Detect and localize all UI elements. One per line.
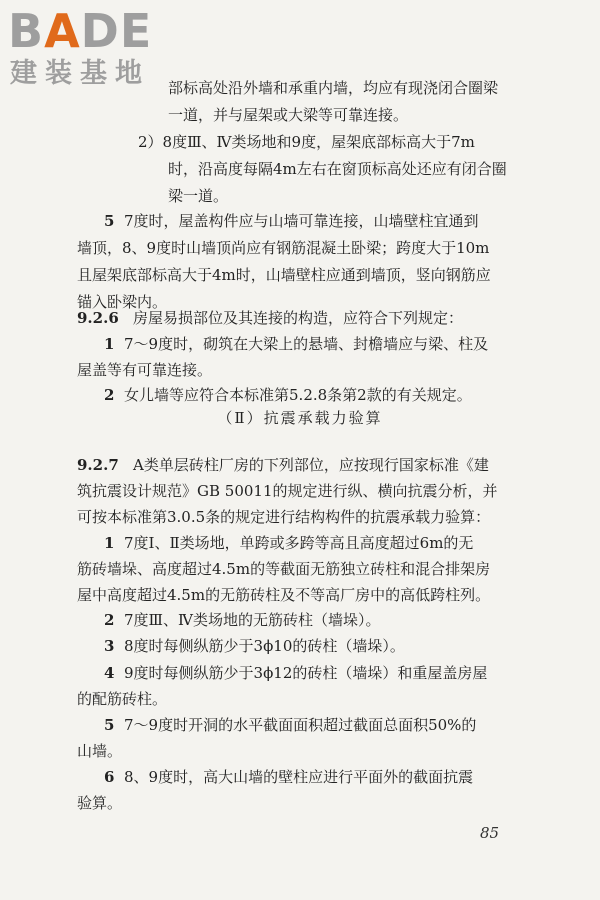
text-line: 7～9度时开洞的水平截面面积超过截面总面积50%的 bbox=[124, 716, 477, 734]
logo-letters-de: DE bbox=[80, 4, 153, 58]
text-line: 墙顶，8、9度时山墙顶尚应有钢筋混凝土卧梁；跨度大于10m bbox=[77, 239, 490, 257]
text-line: 屋中高度超过4.5m的无筋砖柱及不等高厂房中的高低跨柱列。 bbox=[77, 586, 491, 604]
logo-letter-a: A bbox=[44, 4, 81, 58]
item-number: 6 bbox=[104, 768, 115, 786]
item-number: 2 bbox=[104, 386, 115, 404]
item-number: 1 bbox=[104, 335, 115, 353]
logo-subtitle: 建装基地 bbox=[10, 58, 150, 89]
item-number: 5 bbox=[104, 716, 115, 734]
text-line: 2）8度Ⅲ、Ⅳ类场地和9度，屋架底部标高大于7m bbox=[138, 133, 475, 151]
text-line: 一道，并与屋架或大梁等可靠连接。 bbox=[168, 106, 409, 124]
item-number: 4 bbox=[104, 664, 115, 682]
item-number: 5 bbox=[104, 212, 115, 230]
logo bbox=[8, 6, 178, 94]
text-line: 房屋易损部位及其连接的构造，应符合下列规定： bbox=[133, 309, 464, 327]
clause-number: 9.2.7 bbox=[77, 456, 119, 474]
section-heading: （Ⅱ）抗震承载力验算 bbox=[217, 409, 383, 427]
text-line: 筑抗震设计规范》GB 50011的规定进行纵、横向抗震分析，并 bbox=[77, 482, 498, 500]
logo-wordmark bbox=[8, 6, 152, 56]
text-line: 且屋架底部标高大于4m时，山墙壁柱应通到墙顶，竖向钢筋应 bbox=[77, 266, 491, 284]
text-line: 女儿墙等应符合本标准第5.2.8条第2款的有关规定。 bbox=[124, 386, 472, 404]
text-line: 可按本标准第3.0.5条的规定进行结构构件的抗震承载力验算： bbox=[77, 508, 491, 526]
item-number: 2 bbox=[104, 611, 115, 629]
text-line: 部标高处沿外墙和承重内墙，均应有现浇闭合圈梁 bbox=[168, 79, 499, 97]
text-line: 7～9度时，砌筑在大梁上的悬墙、封檐墙应与梁、柱及 bbox=[124, 335, 489, 353]
text-line: 筋砖墙垛、高度超过4.5m的等截面无筋独立砖柱和混合排架房 bbox=[77, 560, 491, 578]
text-line: 梁一道。 bbox=[168, 187, 229, 205]
text-line: 山墙。 bbox=[77, 742, 123, 760]
text-line: 屋盖等有可靠连接。 bbox=[77, 361, 213, 379]
page-number: 85 bbox=[480, 824, 500, 842]
text-line: 7度Ⅲ、Ⅳ类场地的无筋砖柱（墙垛）。 bbox=[124, 611, 381, 629]
text-line: 的配筋砖柱。 bbox=[77, 690, 168, 708]
text-line: 9度时每侧纵筋少于3ϕ12的砖柱（墙垛）和重屋盖房屋 bbox=[124, 664, 488, 682]
text-line: 8、9度时，高大山墙的壁柱应进行平面外的截面抗震 bbox=[124, 768, 474, 786]
text-line: 7度时，屋盖构件应与山墙可靠连接，山墙壁柱宜通到 bbox=[124, 212, 479, 230]
text-line: 8度时每侧纵筋少于3ϕ10的砖柱（墙垛）。 bbox=[124, 637, 405, 655]
text-line: 时，沿高度每隔4m左右在窗顶标高处还应有闭合圈 bbox=[168, 160, 507, 178]
text-line: A类单层砖柱厂房的下列部位，应按现行国家标准《建 bbox=[133, 456, 489, 474]
item-number: 1 bbox=[104, 534, 115, 552]
logo-letter-b: B bbox=[8, 4, 45, 58]
text-line: 7度Ⅰ、Ⅱ类场地，单跨或多跨等高且高度超过6m的无 bbox=[124, 534, 474, 552]
item-number: 3 bbox=[104, 637, 115, 655]
text-line: 验算。 bbox=[77, 794, 123, 812]
text-line: 锚入卧梁内。 bbox=[77, 293, 168, 311]
clause-number: 9.2.6 bbox=[77, 309, 119, 327]
